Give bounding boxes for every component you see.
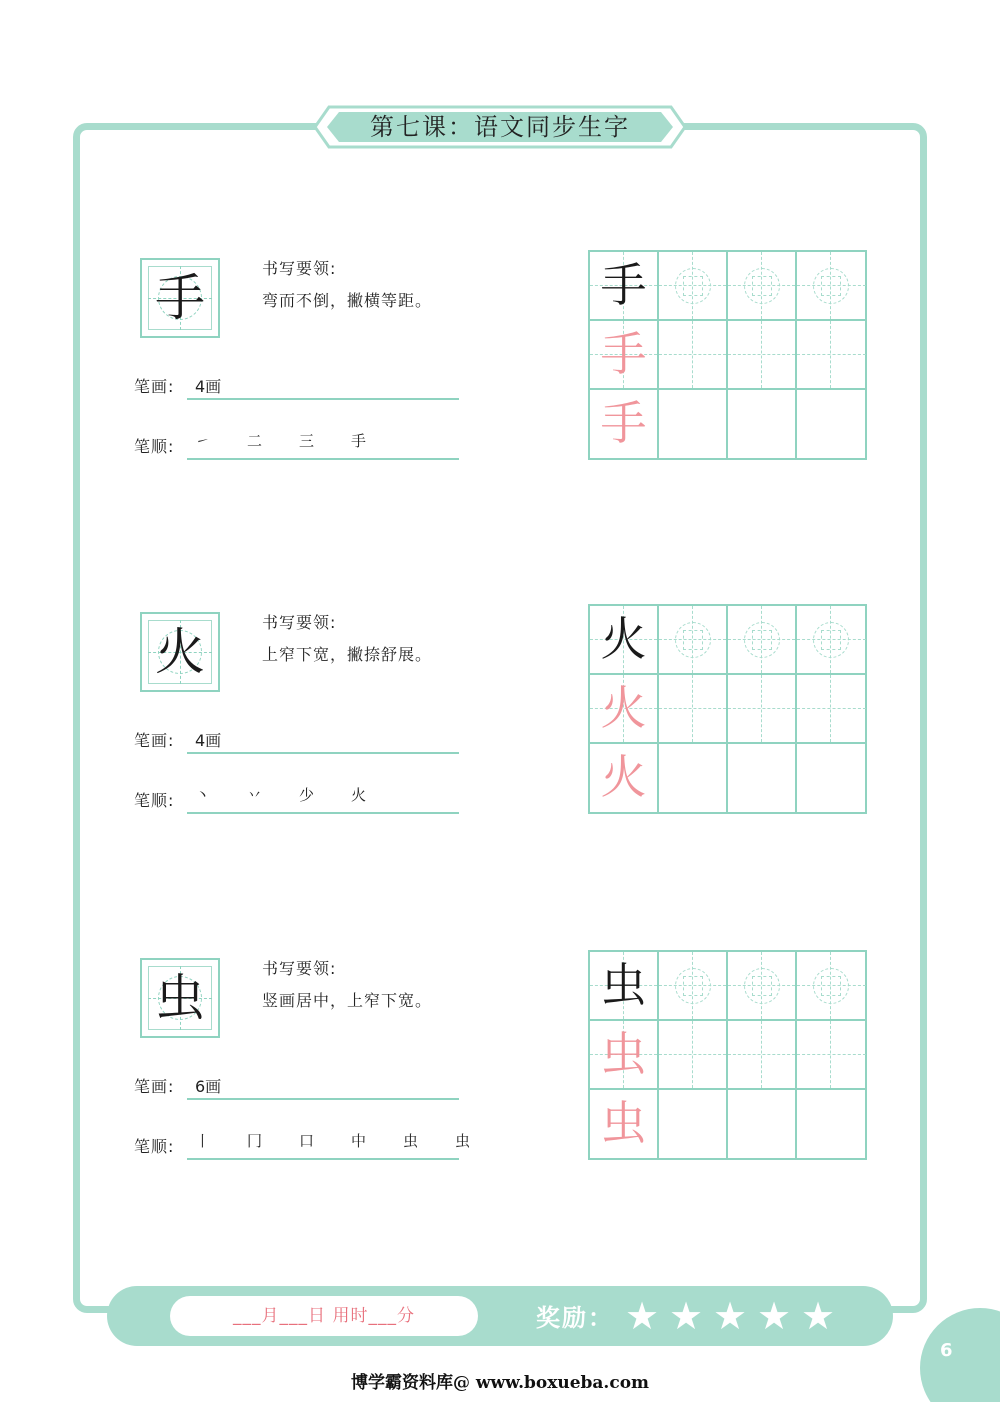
tips-label: 书写要领:	[262, 613, 337, 632]
star-icon[interactable]: ★	[800, 1294, 836, 1338]
reward-label: 奖励：	[536, 1304, 614, 1332]
practice-cell[interactable]	[728, 390, 797, 459]
page-number: 6	[940, 1340, 953, 1361]
practice-cell[interactable]	[797, 252, 866, 321]
stroke-count-line	[187, 1098, 459, 1100]
model-char-box	[140, 958, 220, 1038]
lesson-block	[0, 604, 1000, 844]
trace-char: 虫	[600, 1027, 647, 1081]
practice-cell[interactable]	[728, 252, 797, 321]
practice-cell[interactable]	[659, 1090, 728, 1159]
model-char: 手	[155, 269, 205, 327]
tips-label: 书写要领:	[262, 259, 337, 278]
reward-stars	[620, 1296, 840, 1336]
stroke-step: 丨	[195, 1132, 211, 1150]
practice-grid	[588, 250, 867, 460]
model-char-box	[140, 258, 220, 338]
stroke-count-line	[187, 752, 459, 754]
model-char-box	[140, 612, 220, 692]
lesson-block	[0, 950, 1000, 1190]
model-char: 虫	[155, 969, 205, 1027]
practice-cell[interactable]	[590, 744, 659, 813]
stroke-order	[195, 1130, 507, 1151]
practice-cell[interactable]	[728, 1021, 797, 1090]
stroke-order-line	[187, 1158, 459, 1160]
stroke-count-line	[187, 398, 459, 400]
stroke-count: 4画	[195, 731, 222, 750]
practice-cell[interactable]	[659, 321, 728, 390]
star-icon[interactable]: ★	[668, 1294, 704, 1338]
practice-cell[interactable]	[659, 744, 728, 813]
practice-cell[interactable]	[728, 952, 797, 1021]
tips-text: 竖画居中，上窄下宽。	[262, 991, 433, 1010]
practice-cell[interactable]	[728, 606, 797, 675]
star-icon[interactable]: ★	[712, 1294, 748, 1338]
trace-char: 火	[600, 750, 647, 804]
stroke-step: 虫	[403, 1132, 419, 1150]
trace-char: 火	[600, 681, 647, 735]
example-char: 虫	[600, 958, 647, 1012]
stroke-step: 火	[351, 786, 367, 804]
practice-cell[interactable]	[797, 321, 866, 390]
practice-cell[interactable]	[797, 390, 866, 459]
lesson-title-banner	[313, 104, 687, 150]
example-char: 手	[600, 258, 647, 312]
stroke-step: 中	[351, 1132, 367, 1150]
example-char: 火	[600, 612, 647, 666]
practice-grid	[588, 950, 867, 1160]
stroke-step: 二	[247, 432, 263, 450]
stroke-order-label: 笔顺:	[134, 1137, 175, 1156]
practice-cell[interactable]	[590, 252, 659, 321]
practice-cell[interactable]	[728, 1090, 797, 1159]
stroke-order-label: 笔顺:	[134, 791, 175, 810]
practice-cell[interactable]	[590, 675, 659, 744]
practice-cell[interactable]	[797, 1021, 866, 1090]
practice-cell[interactable]	[659, 1021, 728, 1090]
stroke-order	[195, 784, 403, 805]
stroke-order-line	[187, 812, 459, 814]
practice-cell[interactable]	[659, 952, 728, 1021]
stroke-step: 丶	[195, 786, 211, 804]
stroke-order-label: 笔顺:	[134, 437, 175, 456]
practice-cell[interactable]	[590, 390, 659, 459]
tips-label: 书写要领:	[262, 959, 337, 978]
tips-text: 弯而不倒，撇横等距。	[262, 291, 433, 310]
trace-char: 虫	[600, 1096, 647, 1150]
stroke-step: ㇀	[195, 432, 211, 450]
model-char: 火	[155, 623, 205, 681]
practice-cell[interactable]	[797, 1090, 866, 1159]
practice-cell[interactable]	[659, 252, 728, 321]
stroke-count-label: 笔画:	[134, 1077, 175, 1096]
practice-cell[interactable]	[590, 952, 659, 1021]
practice-cell[interactable]	[797, 952, 866, 1021]
stroke-step: 冂	[247, 1132, 263, 1150]
lesson-block	[0, 250, 1000, 490]
practice-cell[interactable]	[797, 744, 866, 813]
tips-text: 上窄下宽，撇捺舒展。	[262, 645, 433, 664]
stroke-step: 三	[299, 432, 315, 450]
practice-cell[interactable]	[590, 1090, 659, 1159]
practice-cell[interactable]	[659, 606, 728, 675]
practice-cell[interactable]	[728, 321, 797, 390]
star-icon[interactable]: ★	[624, 1294, 660, 1338]
practice-cell[interactable]	[659, 390, 728, 459]
stroke-step: 虫	[455, 1132, 471, 1150]
stroke-step: 丷	[247, 786, 263, 804]
stroke-count-label: 笔画:	[134, 731, 175, 750]
stroke-step: 口	[299, 1132, 315, 1150]
stroke-count: 4画	[195, 377, 222, 396]
practice-cell[interactable]	[728, 744, 797, 813]
date-time-field[interactable]: ___月___日 用时___分	[170, 1296, 478, 1336]
page-title: 第七课：语文同步生字	[370, 113, 630, 141]
stroke-step: 少	[299, 786, 315, 804]
stroke-count-label: 笔画:	[134, 377, 175, 396]
trace-char: 手	[600, 327, 647, 381]
stroke-order	[195, 430, 403, 451]
stroke-order-line	[187, 458, 459, 460]
stroke-step: 手	[351, 432, 367, 450]
practice-cell[interactable]	[797, 675, 866, 744]
stroke-count: 6画	[195, 1077, 222, 1096]
practice-cell[interactable]	[590, 1021, 659, 1090]
practice-cell[interactable]	[797, 606, 866, 675]
practice-cell[interactable]	[590, 606, 659, 675]
practice-cell[interactable]	[659, 675, 728, 744]
practice-grid	[588, 604, 867, 814]
practice-cell[interactable]	[728, 675, 797, 744]
trace-char: 手	[600, 396, 647, 450]
star-icon[interactable]: ★	[756, 1294, 792, 1338]
watermark-text: 博学霸资料库@ www.boxueba.com	[350, 1373, 650, 1393]
practice-cell[interactable]	[590, 321, 659, 390]
